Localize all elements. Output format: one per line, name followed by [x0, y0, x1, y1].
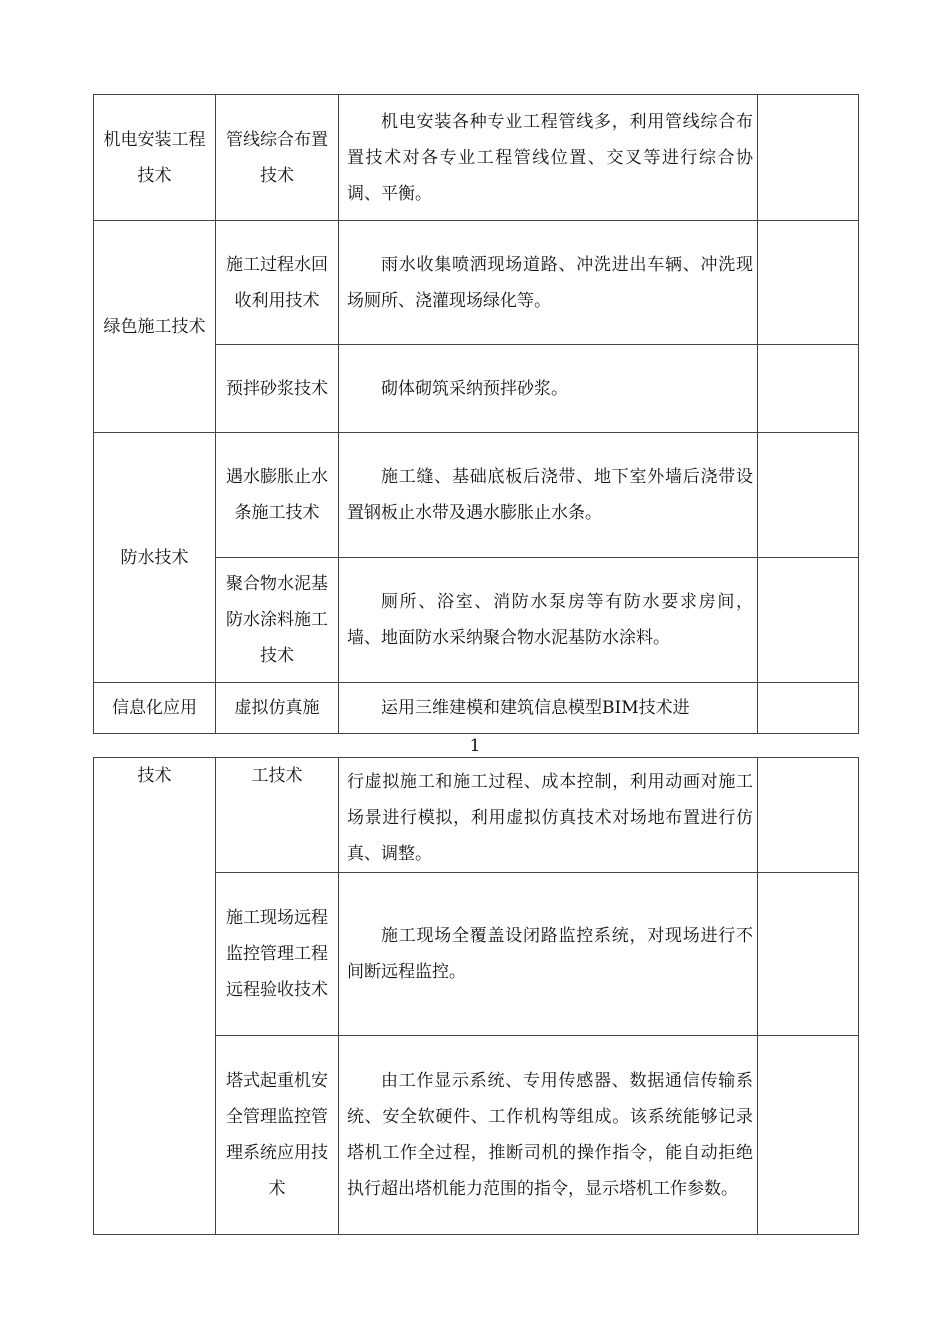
table-row — [94, 221, 859, 345]
description-text: 施工现场全覆盖设闭路监控系统，对现场进行不间断远程监控。 — [347, 926, 753, 982]
category-cell: 绿色施工技术 — [94, 221, 216, 433]
remark-cell — [758, 758, 859, 873]
remark-cell — [758, 683, 859, 734]
remark-cell — [758, 345, 859, 433]
remark-cell — [758, 873, 859, 1036]
description-cell — [339, 433, 758, 558]
category-cell: 机电安装工程技术 — [94, 95, 216, 221]
remark-cell — [758, 433, 859, 558]
category-cell: 防水技术 — [94, 433, 216, 683]
description-text: 砌体砌筑采纳预拌砂浆。 — [381, 378, 568, 399]
page-number: 1 — [469, 736, 481, 756]
description-text: 运用三维建模和建筑信息模型BIM技术进 — [381, 698, 690, 718]
technology-item-cell: 虚拟仿真施 — [216, 683, 339, 734]
description-cell — [339, 345, 758, 433]
remark-cell — [758, 95, 859, 221]
description-cell — [339, 683, 758, 734]
technology-item-cell: 聚合物水泥基防水涂料施工技术 — [216, 558, 339, 683]
description-cell — [339, 873, 758, 1036]
description-cell — [339, 1036, 758, 1235]
description-text: 施工缝、基础底板后浇带、地下室外墙后浇带设置钢板止水带及遇水膨胀止水条。 — [347, 467, 753, 523]
description-text: 由工作显示系统、专用传感器、数据通信传输系统、安全软硬件、工作机构等组成。该系统能够记录塔机工作全过程，推断司机的操作指令，能自动拒绝执行超出塔机能力范围的指令，显示塔机工作参数。 — [347, 1071, 753, 1199]
description-text: 机电安装各种专业工程管线多，利用管线综合布置技术对各专业工程管线位置、交叉等进行综合协调、平衡。 — [347, 111, 753, 204]
remark-cell — [758, 1036, 859, 1235]
table-row — [94, 758, 859, 873]
technology-table-part1 — [93, 94, 859, 734]
remark-cell — [758, 221, 859, 345]
description-text: 厕所、浴室、消防水泵房等有防水要求房间，墙、地面防水采纳聚合物水泥基防水涂料。 — [347, 592, 753, 648]
technology-item-cell: 遇水膨胀止水条施工技术 — [216, 433, 339, 558]
description-text: 雨水收集喷洒现场道路、冲洗进出车辆、冲洗现场厕所、浇灌现场绿化等。 — [347, 254, 753, 311]
technology-item-cell: 预拌砂浆技术 — [216, 345, 339, 433]
technology-item-cell: 管线综合布置技术 — [216, 95, 339, 221]
remark-cell — [758, 558, 859, 683]
description-cell — [339, 558, 758, 683]
technology-item-cell: 施工现场远程监控管理工程远程验收技术 — [216, 873, 339, 1036]
table-row — [94, 683, 859, 734]
category-cell: 技术 — [94, 758, 216, 1235]
description-cell: 行虚拟施工和施工过程、成本控制，利用动画对施工场景进行模拟，利用虚拟仿真技术对场地布置进行仿真、调整。 — [339, 758, 758, 873]
technology-table-part2 — [93, 757, 859, 1235]
description-cell — [339, 95, 758, 221]
technology-item-cell: 塔式起重机安全管理监控管理系统应用技术 — [216, 1036, 339, 1235]
technology-item-cell: 工技术 — [216, 758, 339, 873]
description-cell — [339, 221, 758, 345]
category-cell: 信息化应用 — [94, 683, 216, 734]
table-row — [94, 95, 859, 221]
table-row — [94, 433, 859, 558]
technology-item-cell: 施工过程水回收利用技术 — [216, 221, 339, 345]
